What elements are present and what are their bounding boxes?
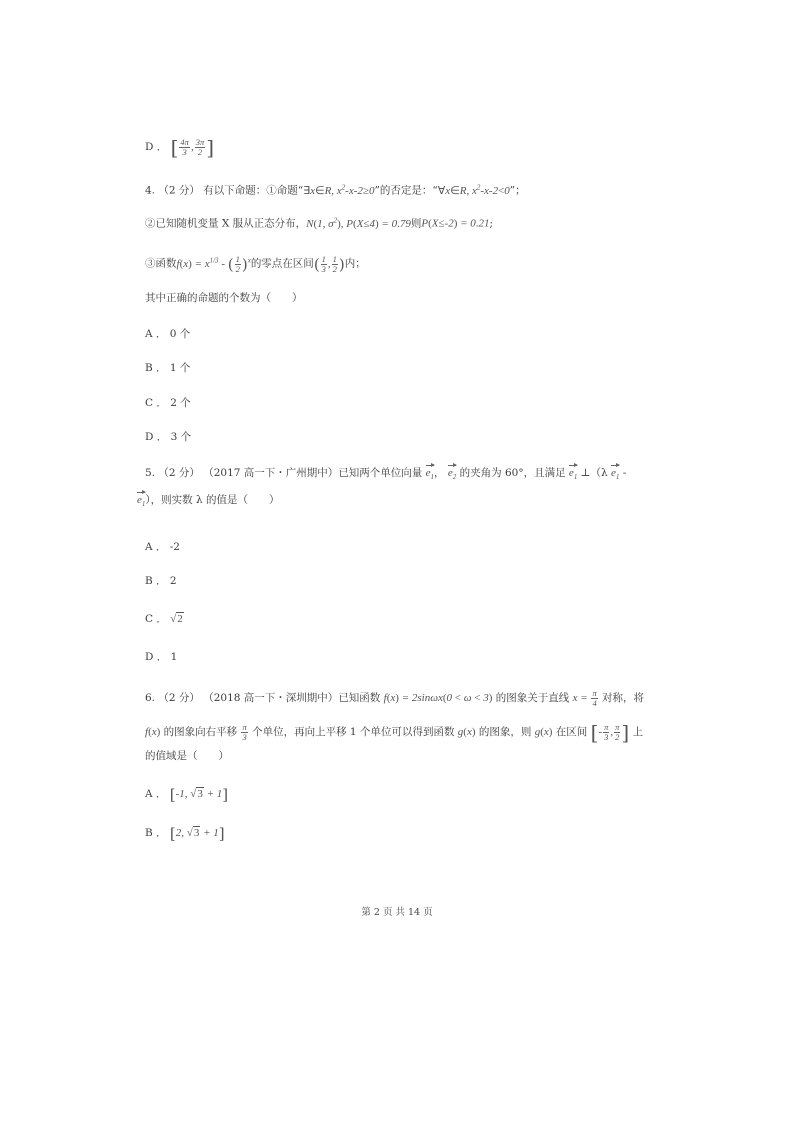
question-text: 对称，将 [602,692,645,705]
vector-e1: $e_1$ [426,466,434,484]
question-text: 的图象向右平移 [163,726,238,739]
question-text: 的图象关于直线 [495,692,570,705]
line-formula: x = $\frac{\pi}{4}$ [572,688,597,708]
question-score: （2 分） [158,467,200,479]
vector-e1: $e_1$ [611,466,619,484]
q4-option-a: A ． 0 个 [145,328,191,340]
range-formula: [2, √3 + 1] [169,824,225,843]
function-f-formula: f(x) [145,726,161,739]
question-source: （2017 高一下・广州期中） [203,467,339,479]
question-text: 有以下命题：①命题“ [203,184,304,197]
question-text: 的图象，则 [478,726,532,739]
statement-text: ②已知随机变量 X 服从正态分布， [145,217,307,230]
negation-formula: ∀x∈R, $x^2-x-2<0$ [437,183,510,197]
question-text: 上 [632,726,644,739]
function-formula: f(x) = 2sinωx(0 < ω < 3) [383,692,493,705]
function-g-formula: g(x) [457,726,476,739]
q3-option-d [145,135,215,160]
interval-formula: [ $\frac{4\pi}{3}$ , $\frac{3\pi}{2}$ ] [170,135,215,160]
q6-stem-line-1 [145,689,644,708]
interval-formula: [- $\frac{\pi}{3}$ , $\frac{\pi}{2}$ ] [590,720,630,745]
question-number: 4. [145,184,156,197]
option-label: C ． [145,613,167,625]
question-score: （2 分） [158,184,200,197]
shift-formula: $\frac{\pi}{3}$ [242,722,247,742]
question-text: ），则实数 λ 的值是（ ） [145,494,280,506]
statement-text: 则 [410,217,422,230]
q4-question: 其中正确的命题的个数为（ ） [145,292,303,304]
statement-text: 的零点在区间 [250,257,314,270]
statement-text: 内； [344,257,366,270]
question-text: ”的否定是：“ [374,184,438,197]
q6-stem-line-3: 的值域是（ ） [145,750,229,762]
probability-formula: P(X≤-2) = 0.21 [421,217,490,230]
function-g-formula: g(x) [534,726,553,739]
q5-option-a: A ． -2 [145,541,180,553]
vector-e2: $e_2$ [448,466,456,484]
q4-stem [145,180,526,198]
question-text: ”； [509,184,526,197]
vector-e1: $e_1$ [137,493,145,511]
q5-stem-line-2 [137,493,279,511]
sqrt-2-formula: √2 [170,613,183,625]
interval-formula: ( $\frac{1}{3}$ , $\frac{1}{2}$ ) [313,253,345,274]
question-text: 已知两个单位向量 [338,467,423,479]
question-text: 已知函数 [338,692,381,705]
statement-text: ③函数 [145,257,177,270]
question-source: （2018 高一下・深圳期中） [203,692,339,705]
q4-statement-3 [145,253,366,274]
option-label: B ． [145,827,167,839]
proposition-formula: ∃x∈R, $x^2-x-2\ge 0$ [303,183,375,197]
q5-option-b: B ． 2 [145,575,177,587]
q5-stem-line-1 [145,466,626,484]
q6-option-a [145,785,229,804]
question-text: ⊥（λ [580,467,608,479]
question-text: - [619,467,627,479]
page-footer: 第 2 页 共 14 页 [361,907,433,918]
option-label: D ． [145,141,168,154]
function-formula: $f(x) = x^{1/3}$ - ( $\frac{1}{2}$ )$^x$ [176,253,251,274]
normal-distribution-formula: N(1, $\sigma^2$), P(X≤4) = 0.79 [306,216,411,230]
question-text: 在区间 [555,726,588,739]
question-text: 的夹角为 60°，且满足 [459,467,566,479]
q4-option-c: C ． 2 个 [145,397,191,409]
q6-stem-line-2 [145,720,644,745]
q5-option-d: D ． 1 [145,651,178,663]
question-text: 个单位，再向上平移 1 个单位可以得到函数 [252,726,455,739]
option-label: A ． [145,788,167,800]
question-text: ， [434,467,445,479]
question-number: 6. [145,692,156,705]
q6-option-b [145,824,225,843]
q4-option-b: B ． 1 个 [145,362,191,374]
question-score: （2 分） [158,692,200,705]
q4-option-d: D ． 3 个 [145,431,192,443]
question-number: 5. [145,467,156,479]
q4-statement-2: ②已知随机变量 X 服从正态分布，N(1, $\sigma^2$), P(X≤4) = 0.79则P(X≤-2) = 0.21; [145,216,494,230]
vector-e1: $e_1$ [569,466,577,484]
q5-option-c [145,612,184,626]
range-formula: [-1, √3 + 1] [169,785,229,804]
